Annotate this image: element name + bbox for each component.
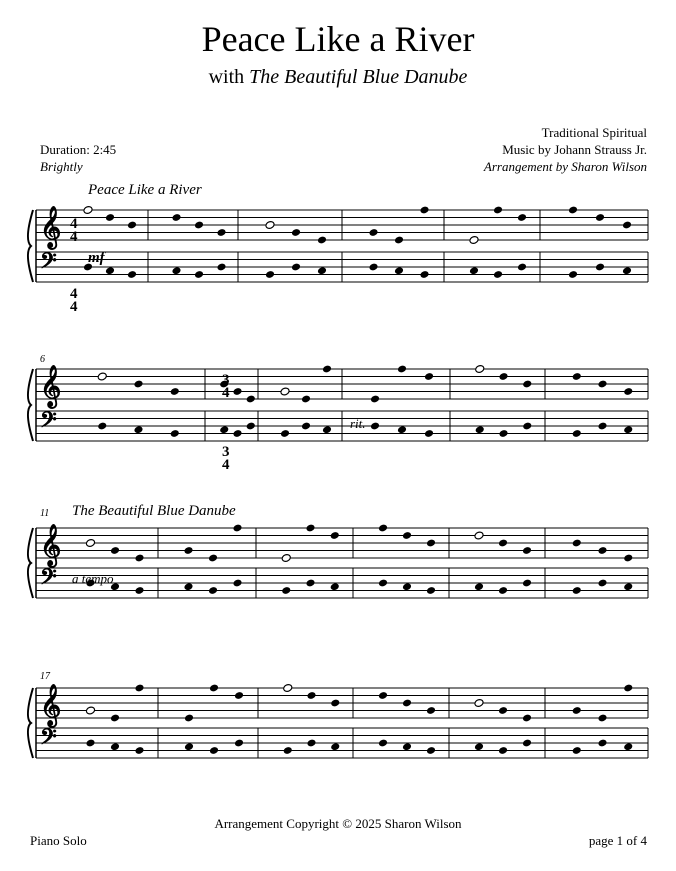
copyright-notice: Arrangement Copyright © 2025 Sharon Wilson [214,816,462,831]
measure-number: 11 [40,508,50,519]
note-head [498,746,508,755]
duration-label: Duration: 2:45 [40,142,117,157]
note-head [265,221,275,230]
note-head [378,739,388,748]
note-head [378,691,388,700]
note-head [522,739,532,748]
note-head [283,684,293,693]
note-head [110,742,120,751]
note-head [330,582,340,591]
note-head [246,395,256,404]
note-heads [83,206,633,755]
note-head [97,372,107,381]
note-head [402,699,412,708]
note-head [474,699,484,708]
time-sig-top-bass: 4 [70,286,78,302]
note-head [595,263,605,272]
brace [28,369,33,441]
note-head [305,579,315,588]
time-sig-bottom-bass: 4 [222,457,230,473]
note-head [170,429,180,438]
note-head [209,746,219,755]
note-head [498,372,508,381]
note-head [568,206,578,215]
note-head [424,372,434,381]
note-head [110,546,120,555]
note-head [317,266,327,275]
note-head [306,739,316,748]
bass-clef-icon: 𝄢 [40,408,57,438]
note-head [595,213,605,222]
note-head [194,221,204,230]
note-head [183,582,193,591]
note-head [306,691,316,700]
note-head [127,270,137,279]
note-head [426,706,436,715]
note-head [232,579,242,588]
note-head [317,236,327,245]
note-head [419,206,429,215]
note-head [498,539,508,548]
note-head [280,429,290,438]
note-head [597,380,607,389]
note-head [133,380,143,389]
treble-clef-icon: 𝄞 [40,685,62,726]
note-head [305,524,315,533]
note-head [498,429,508,438]
note-head [322,425,332,434]
treble-clef-icon: 𝄞 [40,525,62,566]
note-head [134,586,144,595]
note-head [522,714,532,723]
time-sig-bottom: 4 [222,385,230,401]
note-head [368,228,378,237]
note-head [572,372,582,381]
note-head [184,714,194,723]
bass-clef-icon: 𝄢 [40,565,57,595]
note-head [426,539,436,548]
staff-lines [28,206,648,758]
note-head [83,206,93,215]
note-head [105,266,115,275]
note-head [622,221,632,230]
time-sig-top: 4 [70,216,78,232]
note-head [291,263,301,272]
brace [28,210,33,282]
note-head [330,699,340,708]
note-head [424,429,434,438]
note-head [301,395,311,404]
brace [28,688,33,758]
note-head [330,531,340,540]
note-head [568,270,578,279]
arranger-credit: Arrangement by Sharon Wilson [483,159,647,174]
note-head [232,429,242,438]
note-head [234,691,244,700]
note-head [184,742,194,751]
note-head [301,422,311,431]
note-head [475,425,485,434]
note-head [475,365,485,374]
note-head [378,524,388,533]
note-head [216,228,226,237]
note-head [572,539,582,548]
measure-number: 17 [40,671,50,682]
note-head [517,213,527,222]
note-head [469,236,479,245]
note-head [394,266,404,275]
note-head [370,422,380,431]
note-head [368,263,378,272]
note-head [370,395,380,404]
note-head [517,263,527,272]
note-head [572,706,582,715]
note-head [623,742,633,751]
note-head [85,706,95,715]
dynamic-marking: mf [88,250,105,266]
tempo-marking: Brightly [40,159,83,174]
time-sig-top-bass: 3 [222,444,230,460]
note-head [232,524,242,533]
note-head [246,422,256,431]
treble-clef-icon: 𝄞 [40,366,62,407]
note-head [232,387,242,396]
note-head [426,746,436,755]
time-sig-bottom-bass: 4 [70,299,78,315]
note-head [85,739,95,748]
origin-credit: Traditional Spiritual [541,125,647,140]
note-head [597,739,607,748]
note-head [209,684,219,693]
measure-number: 6 [40,354,45,365]
subtitle-italic: The Beautiful Blue Danube [249,66,468,88]
note-head [498,706,508,715]
note-head [280,387,290,396]
note-head [572,746,582,755]
page-title: Peace Like a River [201,19,475,59]
section-title: Peace Like a River [88,182,202,198]
time-sig-bottom: 4 [70,229,78,245]
note-head [623,684,633,693]
time-sig-top: 3 [222,372,230,388]
note-head [281,554,291,563]
note-head [572,586,582,595]
note-head [474,531,484,540]
note-head [522,422,532,431]
note-head [134,684,144,693]
bass-clef-icon: 𝄢 [40,725,57,755]
note-head [394,236,404,245]
note-head [330,742,340,751]
note-head [291,228,301,237]
note-head [134,746,144,755]
note-head [234,739,244,748]
note-head [216,263,226,272]
note-head [171,266,181,275]
note-head [322,365,332,374]
note-head [194,270,204,279]
note-head [171,213,181,222]
note-head [469,266,479,275]
note-head [133,425,143,434]
note-head [105,213,115,222]
note-head [419,270,429,279]
note-head [402,582,412,591]
note-head [402,531,412,540]
page-number: page 1 of 4 [588,833,647,848]
instrument-label: Piano Solo [30,833,87,848]
note-head [623,387,633,396]
note-head [522,380,532,389]
note-head [97,422,107,431]
note-head [183,546,193,555]
note-head [397,425,407,434]
note-head [402,742,412,751]
note-head [208,554,218,563]
expression-marking: rit. [350,416,366,431]
note-head [522,546,532,555]
note-head [493,206,503,215]
note-head [597,714,607,723]
note-head [623,582,633,591]
note-head [623,425,633,434]
note-head [85,539,95,548]
note-head [597,422,607,431]
subtitle-prefix: with [208,66,250,88]
note-head [127,221,137,230]
note-head [283,746,293,755]
note-head [597,546,607,555]
note-head [474,582,484,591]
note-head [493,270,503,279]
note-head [110,714,120,723]
note-head [134,554,144,563]
note-head [219,425,229,434]
note-head [572,429,582,438]
note-head [597,579,607,588]
note-head [397,365,407,374]
note-head [623,554,633,563]
expression-marking: a tempo [72,571,114,586]
note-head [378,579,388,588]
note-head [426,586,436,595]
note-head [474,742,484,751]
note-head [208,586,218,595]
section-title: The Beautiful Blue Danube [72,503,236,519]
note-head [498,586,508,595]
brace [28,528,33,598]
treble-clef-icon: 𝄞 [40,207,62,248]
composer-credit: Music by Johann Strauss Jr. [502,142,647,157]
bass-clef-icon: 𝄢 [40,249,57,279]
note-head [622,266,632,275]
note-head [265,270,275,279]
note-head [281,586,291,595]
note-head [522,579,532,588]
note-head [170,387,180,396]
